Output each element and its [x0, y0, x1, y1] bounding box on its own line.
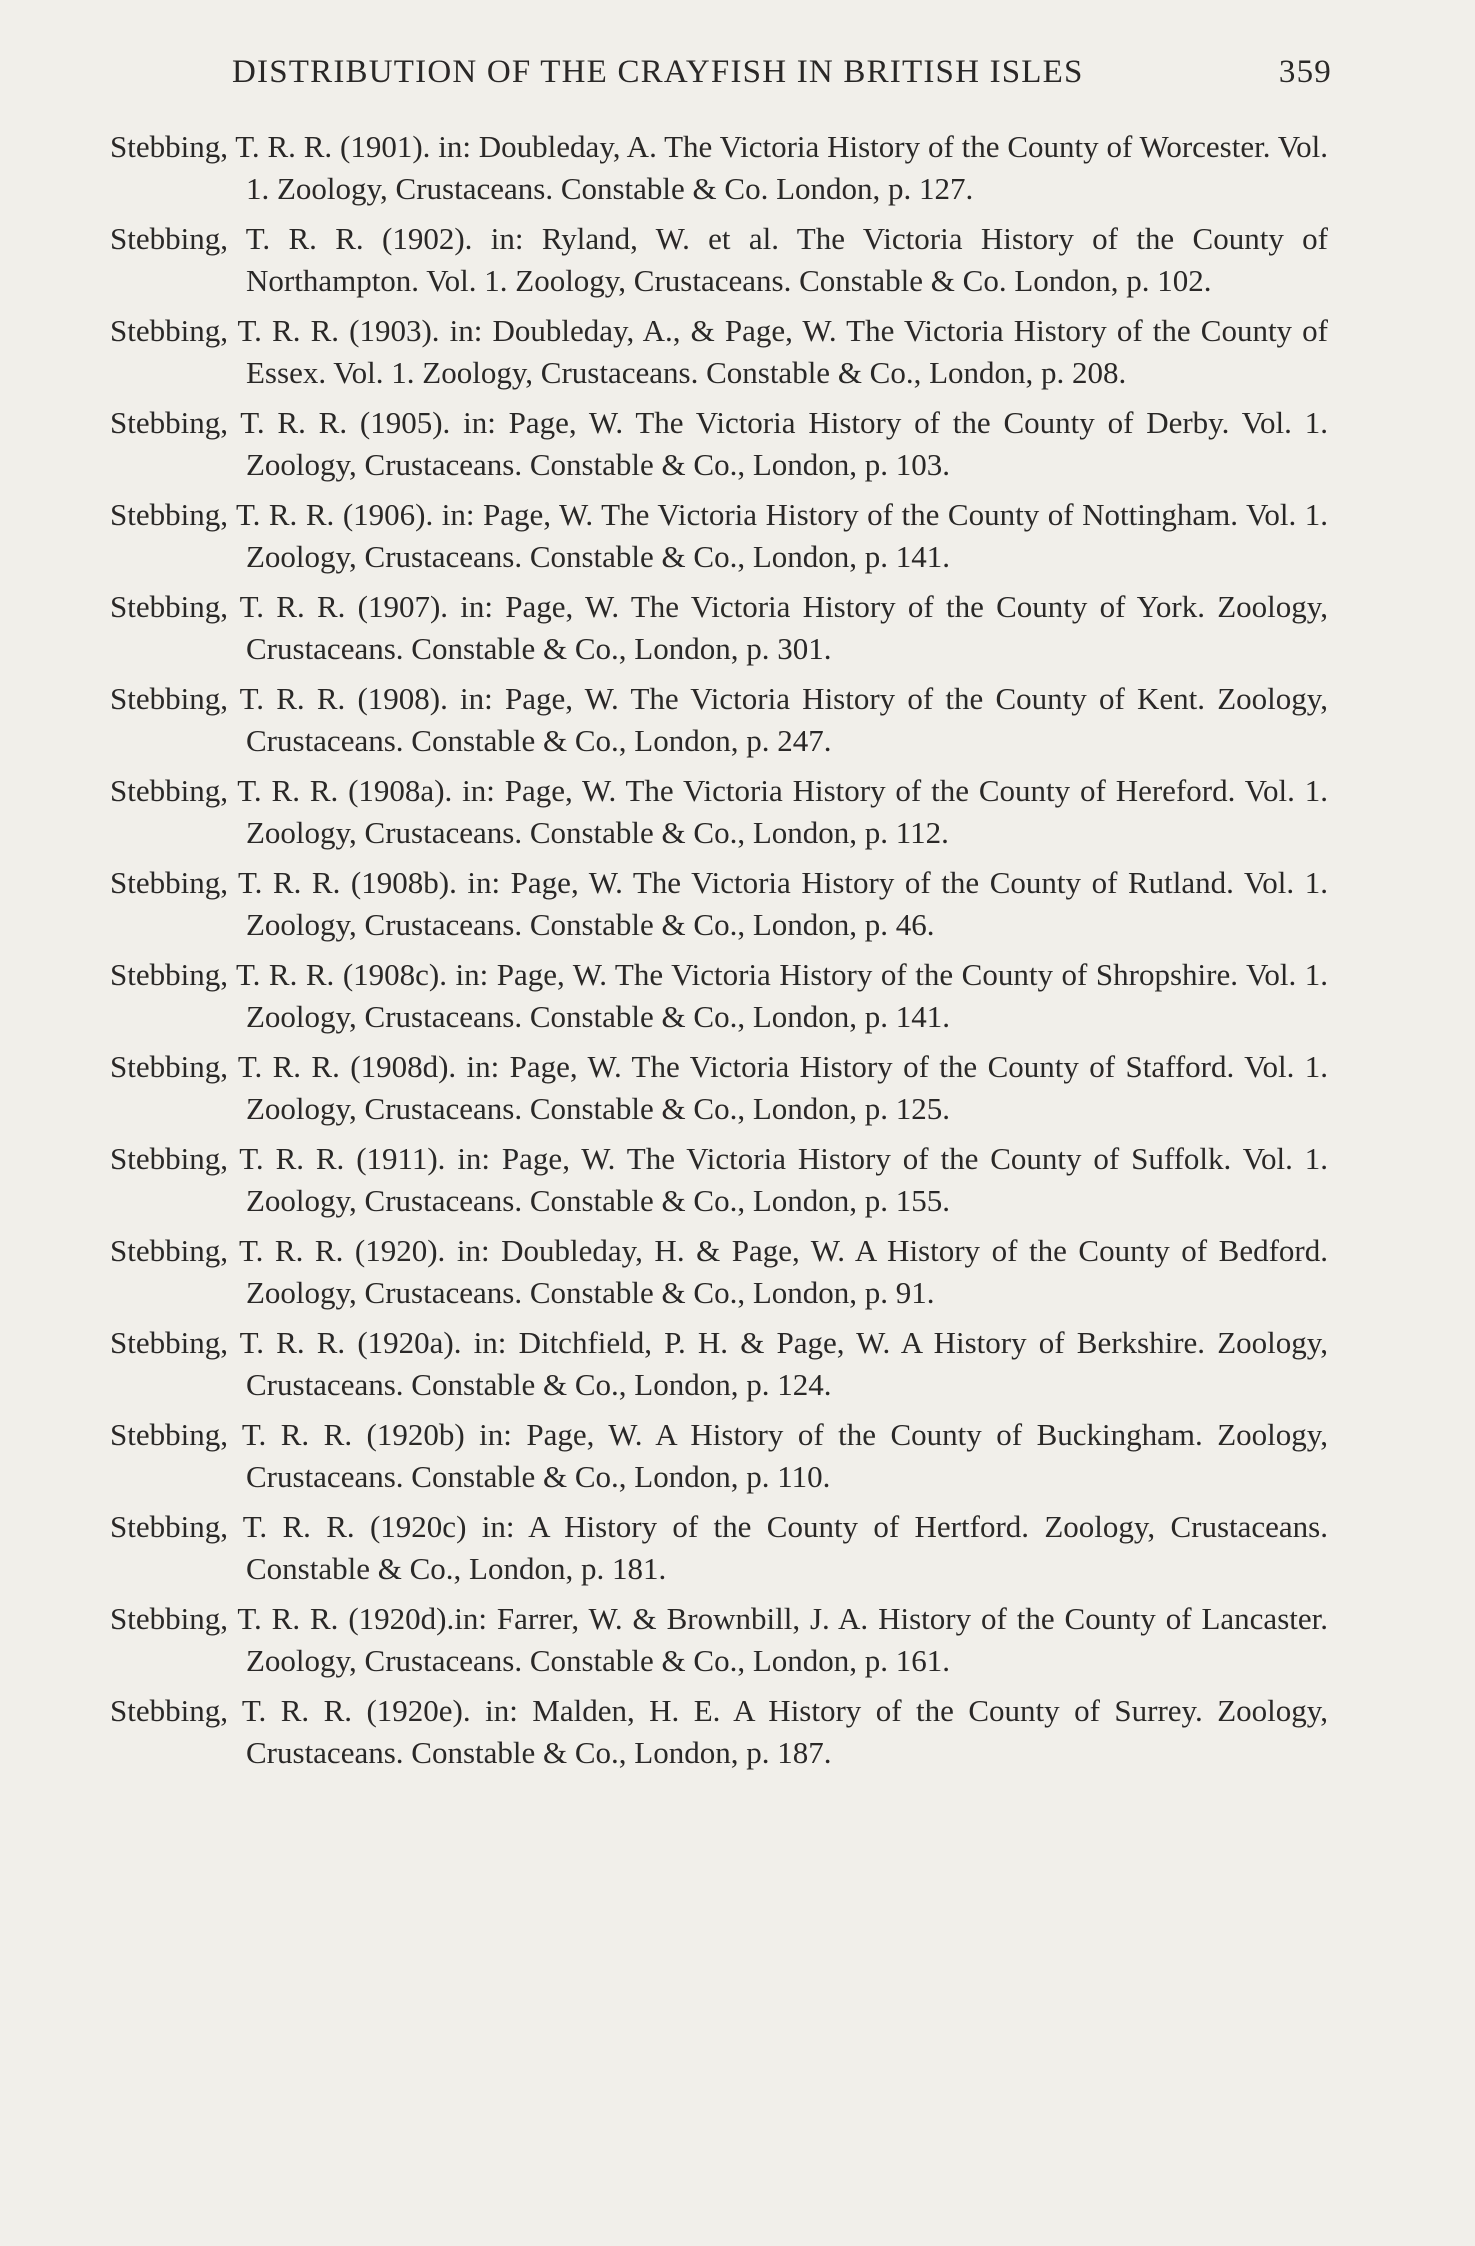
reference-entry: Stebbing, T. R. R. (1901). in: Doubleday, A. The Victoria History of the County of Worcester. Vol. 1. Zoology, Crustaceans. Constable & Co. London, p. 127.	[110, 129, 1328, 206]
reference-entry: Stebbing, T. R. R. (1920e). in: Malden, H. E. A History of the County of Surrey. Zoology, Crustaceans. Constable & Co., London, p. 187.	[110, 1693, 1328, 1770]
reference-entry: Stebbing, T. R. R. (1908d). in: Page, W. The Victoria History of the County of Stafford. Vol. 1. Zoology, Crustaceans. Constable & Co., London, p. 125.	[110, 1049, 1328, 1126]
reference-entry: Stebbing, T. R. R. (1920c) in: A History of the County of Hertford. Zoology, Crustaceans. Constable & Co., London, p. 181.	[110, 1509, 1328, 1586]
reference-entry: Stebbing, T. R. R. (1906). in: Page, W. The Victoria History of the County of Nottingham. Vol. 1. Zoology, Crustaceans. Constable & Co., London, p. 141.	[110, 497, 1328, 574]
page-number: 359	[1278, 54, 1332, 90]
reference-entry: Stebbing, T. R. R. (1908b). in: Page, W. The Victoria History of the County of Rutland. Vol. 1. Zoology, Crustaceans. Constable & Co., London, p. 46.	[110, 865, 1328, 942]
reference-entry: Stebbing, T. R. R. (1907). in: Page, W. The Victoria History of the County of York. Zoology, Crustaceans. Constable & Co., London, p. 301.	[110, 589, 1328, 666]
reference-entry: Stebbing, T. R. R. (1908). in: Page, W. The Victoria History of the County of Kent. Zoology, Crustaceans. Constable & Co., London, p. 247.	[110, 681, 1328, 758]
running-head	[232, 54, 1332, 104]
reference-entry: Stebbing, T. R. R. (1920). in: Doubleday, H. & Page, W. A History of the County of Bedford. Zoology, Crustaceans. Constable & Co., London, p. 91.	[110, 1233, 1328, 1310]
running-title: DISTRIBUTION OF THE CRAYFISH IN BRITISH ISLES	[232, 54, 1084, 90]
reference-entry: Stebbing, T. R. R. (1920b) in: Page, W. A History of the County of Buckingham. Zoology, Crustaceans. Constable & Co., London, p. 110.	[110, 1417, 1328, 1494]
reference-entry: Stebbing, T. R. R. (1908c). in: Page, W. The Victoria History of the County of Shropshire. Vol. 1. Zoology, Crustaceans. Constable & Co., London, p. 141.	[110, 957, 1328, 1034]
reference-entry: Stebbing, T. R. R. (1905). in: Page, W. The Victoria History of the County of Derby. Vol. 1. Zoology, Crustaceans. Constable & Co., London, p. 103.	[110, 405, 1328, 482]
reference-entry: Stebbing, T. R. R. (1903). in: Doubleday, A., & Page, W. The Victoria History of the County of Essex. Vol. 1. Zoology, Crustaceans. Constable & Co., London, p. 208.	[110, 313, 1328, 390]
reference-entry: Stebbing, T. R. R. (1908a). in: Page, W. The Victoria History of the County of Hereford. Vol. 1. Zoology, Crustaceans. Constable & Co., London, p. 112.	[110, 773, 1328, 850]
reference-entry: Stebbing, T. R. R. (1920a). in: Ditchfield, P. H. & Page, W. A History of Berkshire. Zoology, Crustaceans. Constable & Co., London, p. 124.	[110, 1325, 1328, 1402]
reference-entry: Stebbing, T. R. R. (1920d).in: Farrer, W. & Brownbill, J. A. History of the County of Lancaster. Zoology, Crustaceans. Constable & Co., London, p. 161.	[110, 1601, 1328, 1678]
reference-entry: Stebbing, T. R. R. (1911). in: Page, W. The Victoria History of the County of Suffolk. Vol. 1. Zoology, Crustaceans. Constable & Co., London, p. 155.	[110, 1141, 1328, 1218]
reference-entry: Stebbing, T. R. R. (1902). in: Ryland, W. et al. The Victoria History of the County of Northampton. Vol. 1. Zoology, Crustaceans. Constable & Co. London, p. 102.	[110, 221, 1328, 298]
reference-list	[110, 126, 1328, 1773]
